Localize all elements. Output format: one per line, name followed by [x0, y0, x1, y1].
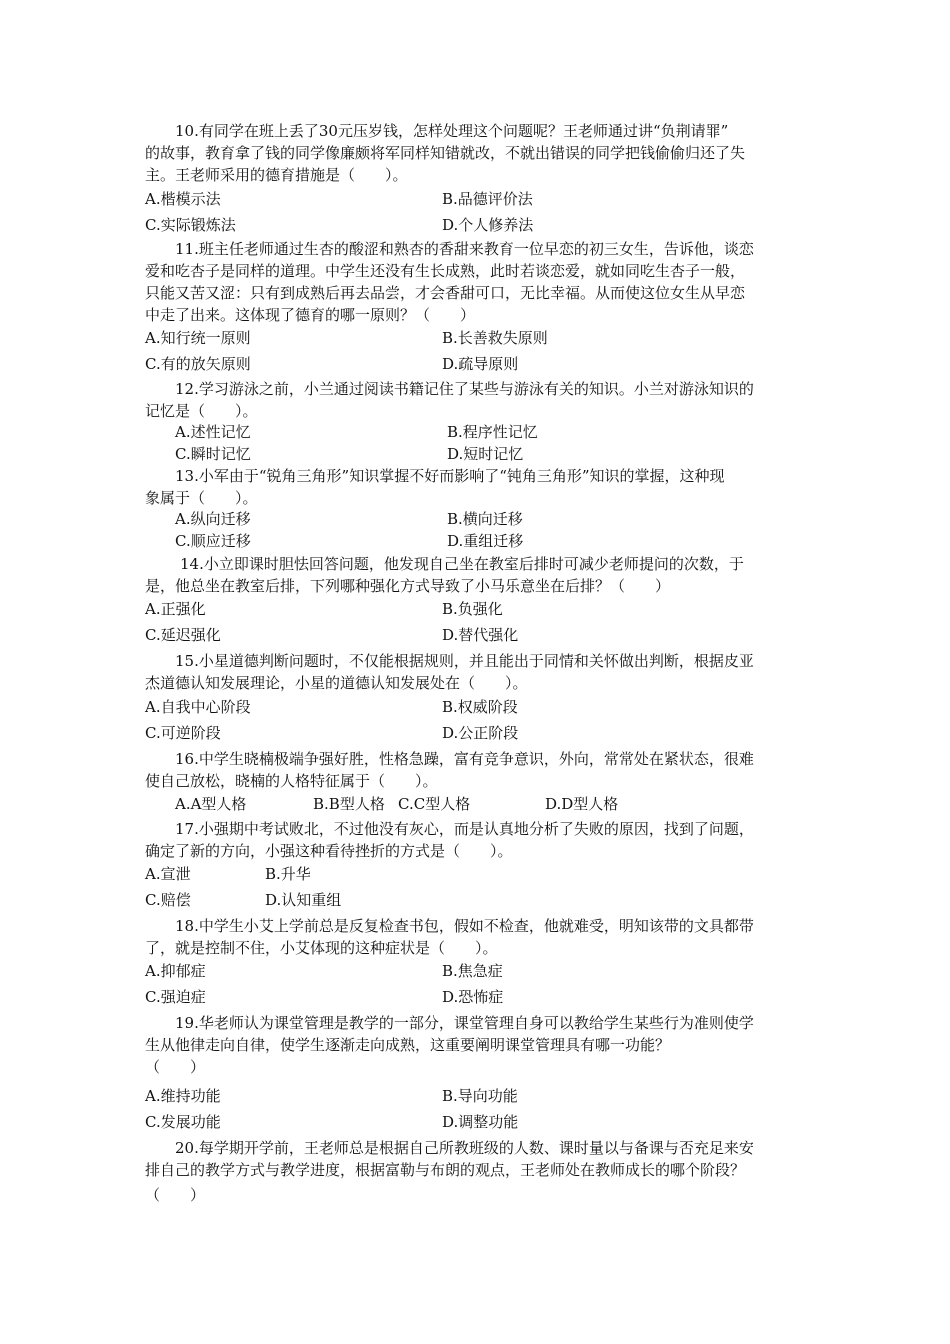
question-text: 19.华老师认为课堂管理是教学的一部分，课堂管理自身可以教给学生某些行为准则使学	[175, 1014, 754, 1032]
question-text: 排自己的教学方式与教学进度，根据富勒与布朗的观点，王老师处在教师成长的哪个阶段？	[145, 1161, 746, 1179]
option-a: A.正强化	[145, 600, 206, 618]
question-text: 10.有同学在班上丢了30元压岁钱，怎样处理这个问题呢？王老师通过讲“负荆请罪”	[175, 122, 729, 140]
question-text: （ ）	[145, 1058, 206, 1076]
question-text: 爱和吃杏子是同样的道理。中学生还没有生长成熟，此时若谈恋爱，就如同吃生杏子一般，	[145, 262, 746, 280]
option-b: B.焦急症	[442, 962, 503, 980]
option-c: C.强迫症	[145, 988, 206, 1006]
option-a: A.维持功能	[145, 1087, 221, 1105]
option-c: C.赔偿	[145, 891, 191, 909]
option-a: A.抑郁症	[145, 962, 206, 980]
question-text: 象属于（ ）。	[145, 489, 258, 507]
question-text: 15.小星道德判断问题时，不仅能根据规则，并且能出于同情和关怀做出判断，根据皮亚	[175, 652, 754, 670]
option-d: D.个人修养法	[442, 216, 534, 234]
option-d: D.调整功能	[442, 1113, 519, 1131]
question-text: 16.中学生晓楠极端争强好胜，性格急躁，富有竞争意识，外向，常常处在紧状态，很难	[175, 750, 754, 768]
option-a: A.A型人格	[175, 795, 247, 813]
option-a: A.述性记忆	[175, 423, 251, 441]
question-text: 记忆是（ ）。	[145, 402, 258, 420]
option-c: C.发展功能	[145, 1113, 221, 1131]
option-d: D.公正阶段	[442, 724, 519, 742]
question-text: 14.小立即课时胆怯回答问题，他发现自己坐在教室后排时可减少老师提问的次数，于	[180, 555, 744, 573]
option-a: A.自我中心阶段	[145, 698, 251, 716]
option-a: A.楷模示法	[145, 190, 221, 208]
option-b: B.品德评价法	[442, 190, 533, 208]
question-text: 11.班主任老师通过生杏的酸涩和熟杏的香甜来教育一位早恋的初三女生，告诉他，谈恋	[175, 240, 754, 258]
option-d: D.疏导原则	[442, 355, 519, 373]
option-d: D.短时记忆	[447, 445, 524, 463]
question-text: 是，他总坐在教室后排，下列哪种强化方式导致了小马乐意坐在后排？（ ）	[145, 577, 671, 595]
option-d: D.恐怖症	[442, 988, 504, 1006]
question-text: 12.学习游泳之前，小兰通过阅读书籍记住了某些与游泳有关的知识。小兰对游泳知识的	[175, 380, 754, 398]
question-text: 18.中学生小艾上学前总是反复检查书包，假如不检查，他就难受，明知该带的文具都带	[175, 917, 754, 935]
option-d: D.认知重组	[265, 891, 342, 909]
question-text: 使自己放松，晓楠的人格特征属于（ ）。	[145, 772, 438, 790]
option-c: C.C型人格	[398, 795, 471, 813]
question-text: 确定了新的方向，小强这种看待挫折的方式是（ ）。	[145, 842, 513, 860]
option-a: A.纵向迁移	[175, 510, 251, 528]
question-text: 杰道德认知发展理论，小星的道德认知发展处在（ ）。	[145, 674, 528, 692]
option-d: D.D型人格	[545, 795, 619, 813]
question-text: 只能又苦又涩：只有到成熟后再去品尝，才会香甜可口，无比幸福。从而使这位女生从早恋	[145, 284, 746, 302]
question-text: 中走了出来。这体现了德育的哪一原则？（ ）	[145, 306, 476, 324]
option-b: B.B型人格	[313, 795, 385, 813]
option-b: B.横向迁移	[447, 510, 523, 528]
question-text: 20.每学期开学前，王老师总是根据自己所教班级的人数、课时量以与备课与否充足来安	[175, 1139, 754, 1157]
question-text: （ ）	[145, 1186, 206, 1204]
option-d: D.重组迁移	[447, 532, 524, 550]
option-a: A.宣泄	[145, 865, 191, 883]
option-b: B.程序性记忆	[447, 423, 538, 441]
question-text: 主。王老师采用的德育措施是（ ）。	[145, 166, 408, 184]
option-b: B.导向功能	[442, 1087, 518, 1105]
option-c: C.有的放矢原则	[145, 355, 251, 373]
option-c: C.延迟强化	[145, 626, 221, 644]
option-b: B.升华	[265, 865, 311, 883]
option-b: B.负强化	[442, 600, 503, 618]
option-c: C.瞬时记忆	[175, 445, 251, 463]
question-text: 了，就是控制不住，小艾体现的这种症状是（ ）。	[145, 939, 498, 957]
option-b: B.权威阶段	[442, 698, 518, 716]
option-c: C.实际锻炼法	[145, 216, 236, 234]
option-b: B.长善救失原则	[442, 329, 548, 347]
option-c: C.顺应迁移	[175, 532, 251, 550]
option-a: A.知行统一原则	[145, 329, 251, 347]
question-text: 的故事，教育拿了钱的同学像廉颇将军同样知错就改，不就出错误的同学把钱偷偷归还了失	[145, 144, 746, 162]
option-d: D.替代强化	[442, 626, 519, 644]
question-text: 13.小军由于“锐角三角形”知识掌握不好而影响了“钝角三角形”知识的掌握，这种现	[175, 467, 725, 485]
option-c: C.可逆阶段	[145, 724, 221, 742]
question-text: 17.小强期中考试败北，不过他没有灰心，而是认真地分析了失败的原因，找到了问题，	[175, 820, 754, 838]
question-text: 生从他律走向自律，使学生逐渐走向成熟，这重要阐明课堂管理具有哪一功能？	[145, 1036, 671, 1054]
